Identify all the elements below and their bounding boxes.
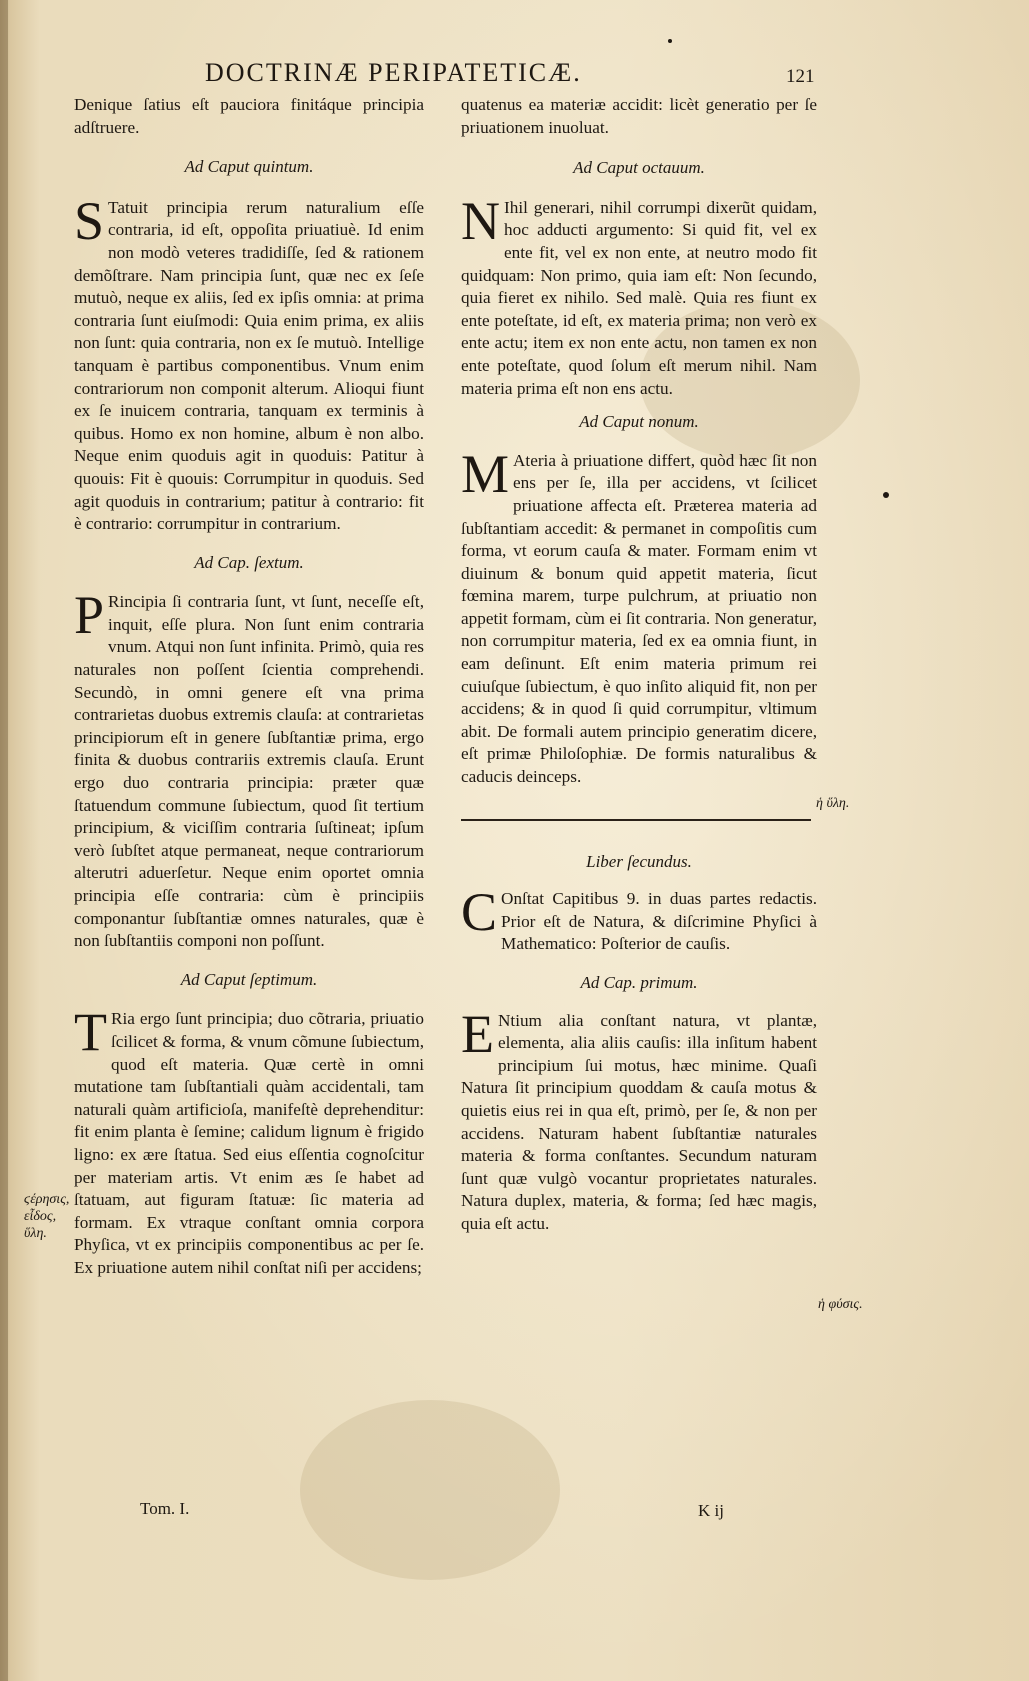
- paper-stain: [300, 1400, 560, 1580]
- page-gutter-shadow: [0, 0, 8, 1681]
- volume-footer: Tom. I.: [140, 1499, 190, 1518]
- margin-note-right-physis: ἡ φύσις.: [818, 1297, 863, 1312]
- paragraph-text: Ria ergo ſunt principia; duo cõtraria, priuatio ſcilicet & forma, & vnum cõmune ſubiectum, quod eſt materia. Quæ certè in omni mutatione tam ſubſtantiali quàm accidentali, tam naturali quàm artificioſa, manifeſtè deprehenditur: fit enim planta è ſemine; calidum lignum è frigido ligno: ex ære ſtatua. Sed eius eſſentia cognoſcitur per materiam artis. Vt enim æs ſe habet ad ſtatuam, aut figuram ſtatuæ: ſic materia ad formam. Ex vtraque conſtant omnia corpora Phyſica, vt ex principiis componentibus ac per ſe. Ex priuatione autem nihil conſtat niſi per accidens;: [74, 1009, 424, 1277]
- continued-paragraph: Denique ſatius eſt pauciora finitáque principia adſtruere.: [74, 95, 424, 137]
- section-heading-caput-quintum: Ad Caput quintum.: [184, 157, 314, 177]
- section-text-caput-quintum: [74, 190, 424, 536]
- right-column: [461, 94, 817, 1236]
- section-text-caput-septimum: [74, 1002, 424, 1279]
- left-column: [74, 94, 424, 1280]
- ink-speck: [883, 492, 889, 498]
- section-heading-caput-septimum: Ad Caput ſeptimum.: [180, 969, 318, 989]
- section-heading-caput-primum: Ad Cap. primum.: [580, 973, 698, 992]
- page-number: 121: [786, 66, 815, 87]
- signature-mark: K ij: [698, 1501, 724, 1520]
- drop-capital: E: [461, 1003, 494, 1064]
- paragraph-text: Tatuit principia rerum naturalium eſſe contraria, id eſt, oppoſita priuatiuè. Id enim non modò veteres tradidiſſe, ſed & rationem demõſtrare. Nam principia ſunt, quæ nec ex ſeſe mutuò, neque ex aliis, ſed ex ipſis omnia: at prima contraria ſunt eiuſmodi: Quia enim prima, ex aliis non ſunt: quia contraria, non ex ſe mutuò. Intellige tanquam è partibus componentibus. Vnum enim contrariorum non componit alterum. Alioqui fiunt ex ſe inuicem contraria, tanquam ex terminis à quibus. Homo ex non homine, album è non albo. Neque enim quoduis agit in quoduis: Patitur à quouis: Fit è quouis: Corrumpitur in quoduis. Sed agit quoduis in contrarium; patitur à contrario: fit è contrario: corrumpitur in contrarium.: [74, 197, 424, 534]
- drop-capital: S: [74, 190, 105, 251]
- drop-capital: P: [74, 585, 105, 646]
- drop-capital: C: [461, 882, 498, 943]
- section-text-caput-sextum: [74, 585, 424, 953]
- section-heading-caput-nonum: Ad Caput nonum.: [579, 412, 699, 432]
- continued-paragraph: quatenus ea materiæ accidit: licèt generatio per ſe priuationem inuoluat.: [461, 95, 817, 137]
- paragraph-text: Ntium alia conſtant natura, vt plantæ, elementa, alia aliis cauſis: illa inſitum habent principium ſui motus, hæc minime. Quaſi Natura ſit principium quoddam & cauſa motus & quietis eius rei in qua eſt, primò, per ſe, & non per accidens. Naturam habent ſubſtantiæ naturales materia & forma conſtantes. Secundum naturam ſunt quæ vulgò vocantur proprietates naturales. Natura duplex, materia, & forma; ſed hæc magis, quia eſt actu.: [461, 1010, 817, 1233]
- drop-capital: N: [461, 190, 500, 251]
- section-text-caput-octavum: [461, 190, 817, 400]
- drop-capital: M: [461, 443, 510, 504]
- ink-speck: [668, 39, 672, 43]
- book-heading-liber-secundus: Liber ſecundus.: [586, 851, 692, 871]
- section-heading-caput-sextum: Ad Cap. ſextum.: [194, 552, 304, 572]
- running-title: DOCTRINÆ PERIPATETICÆ.: [205, 58, 582, 87]
- section-text-caput-primum: [461, 1003, 817, 1236]
- margin-note-right-hyle: ἡ ὕλη.: [816, 796, 850, 811]
- paragraph-text: Rincipia ſi contraria ſunt, vt ſunt, neceſſe eſt, inquit, eſſe plura. Non ſunt enim contraria vnum. Atqui non ſunt infinita. Primò, quia res naturales non poſſent ſcientia comprehendi. Secundò, in omni genere eſt vna prima contrarietas duobus extremis clauſa: at contrarietas principiorum eſt in genere ſubſtantiæ prima, ergo finita & duobus contrariis extremis clauſa. Erunt ergo duo contraria principia: præter quæ ſtatuendum commune ſubiectum, quod ſit tertium principium, & viciſſim contraria ſuſtineat; ipſum verò ſubſtet atque permaneat, neque contrariorum alterutri aduerſetur. Neque enim oportet omnia principia eſſe contraria: cùm è principiis componantur ſubſtantiæ omnes naturales, quæ è non ſubſtantiis componi non poſſunt.: [74, 592, 424, 951]
- section-divider-rule: [461, 819, 811, 821]
- margin-note-left: ϛέρησις, εἶδος, ὕλη.: [24, 1192, 70, 1241]
- running-head: [0, 58, 1029, 98]
- section-text-liber-secundus: [461, 882, 817, 956]
- paragraph-text: Ateria à priuatione differt, quòd hæc ſit non ens per ſe, illa per accidens, vt ſcilicet priuatione affecta eſt. Præterea materia ad ſubſtantiam accedit: & permanet in compoſitis cum forma, vt eorum cauſa & mater. Formam enim vt diuinum & bonum quid appetit materia, ſicut fœmina marem, turpe pulchrum, at priuatio non appetit formam, cùm ei ſit contraria. Non generatur, non corrumpitur materia, ſed ex ea omnia fiunt, in eam deſinunt. Eſt enim materia primum rei cuiuſque ſubiectum, è quo inſito aliquid fit, non per accidens; & in quod ſi quid corrumpitur, vltimum abit. De formali autem principio generatim dicere, eſt primæ Philoſophiæ. De formis naturalibus & caducis deinceps.: [461, 450, 817, 787]
- drop-capital: T: [74, 1002, 107, 1063]
- section-text-caput-nonum: [461, 443, 817, 789]
- paragraph-text: Ihil generari, nihil corrumpi dixerũt quidam, hoc adducti argumento: Si quid fit, vel ex ente fit, vel ex non ente, at neutro modo fit quidquam: Non primo, quia iam eſt: Non ſecundo, quia fieret ex nihilo. Sed malè. Quia res fiunt ex ente poteſtate, id eſt, ex materia prima; non verò ex ente actu; item ex non ente actu, non tamen ex non ente poteſtate, quod ſolum eſt merum nihil. Nam materia prima eſt non ens actu.: [461, 197, 817, 398]
- paragraph-text: Onſtat Capitibus 9. in duas partes redactis. Prior eſt de Natura, & diſcrimine Phyſici à Mathematico: Poſterior de cauſis.: [501, 889, 817, 954]
- section-heading-caput-octavum: Ad Caput octauum.: [573, 158, 705, 178]
